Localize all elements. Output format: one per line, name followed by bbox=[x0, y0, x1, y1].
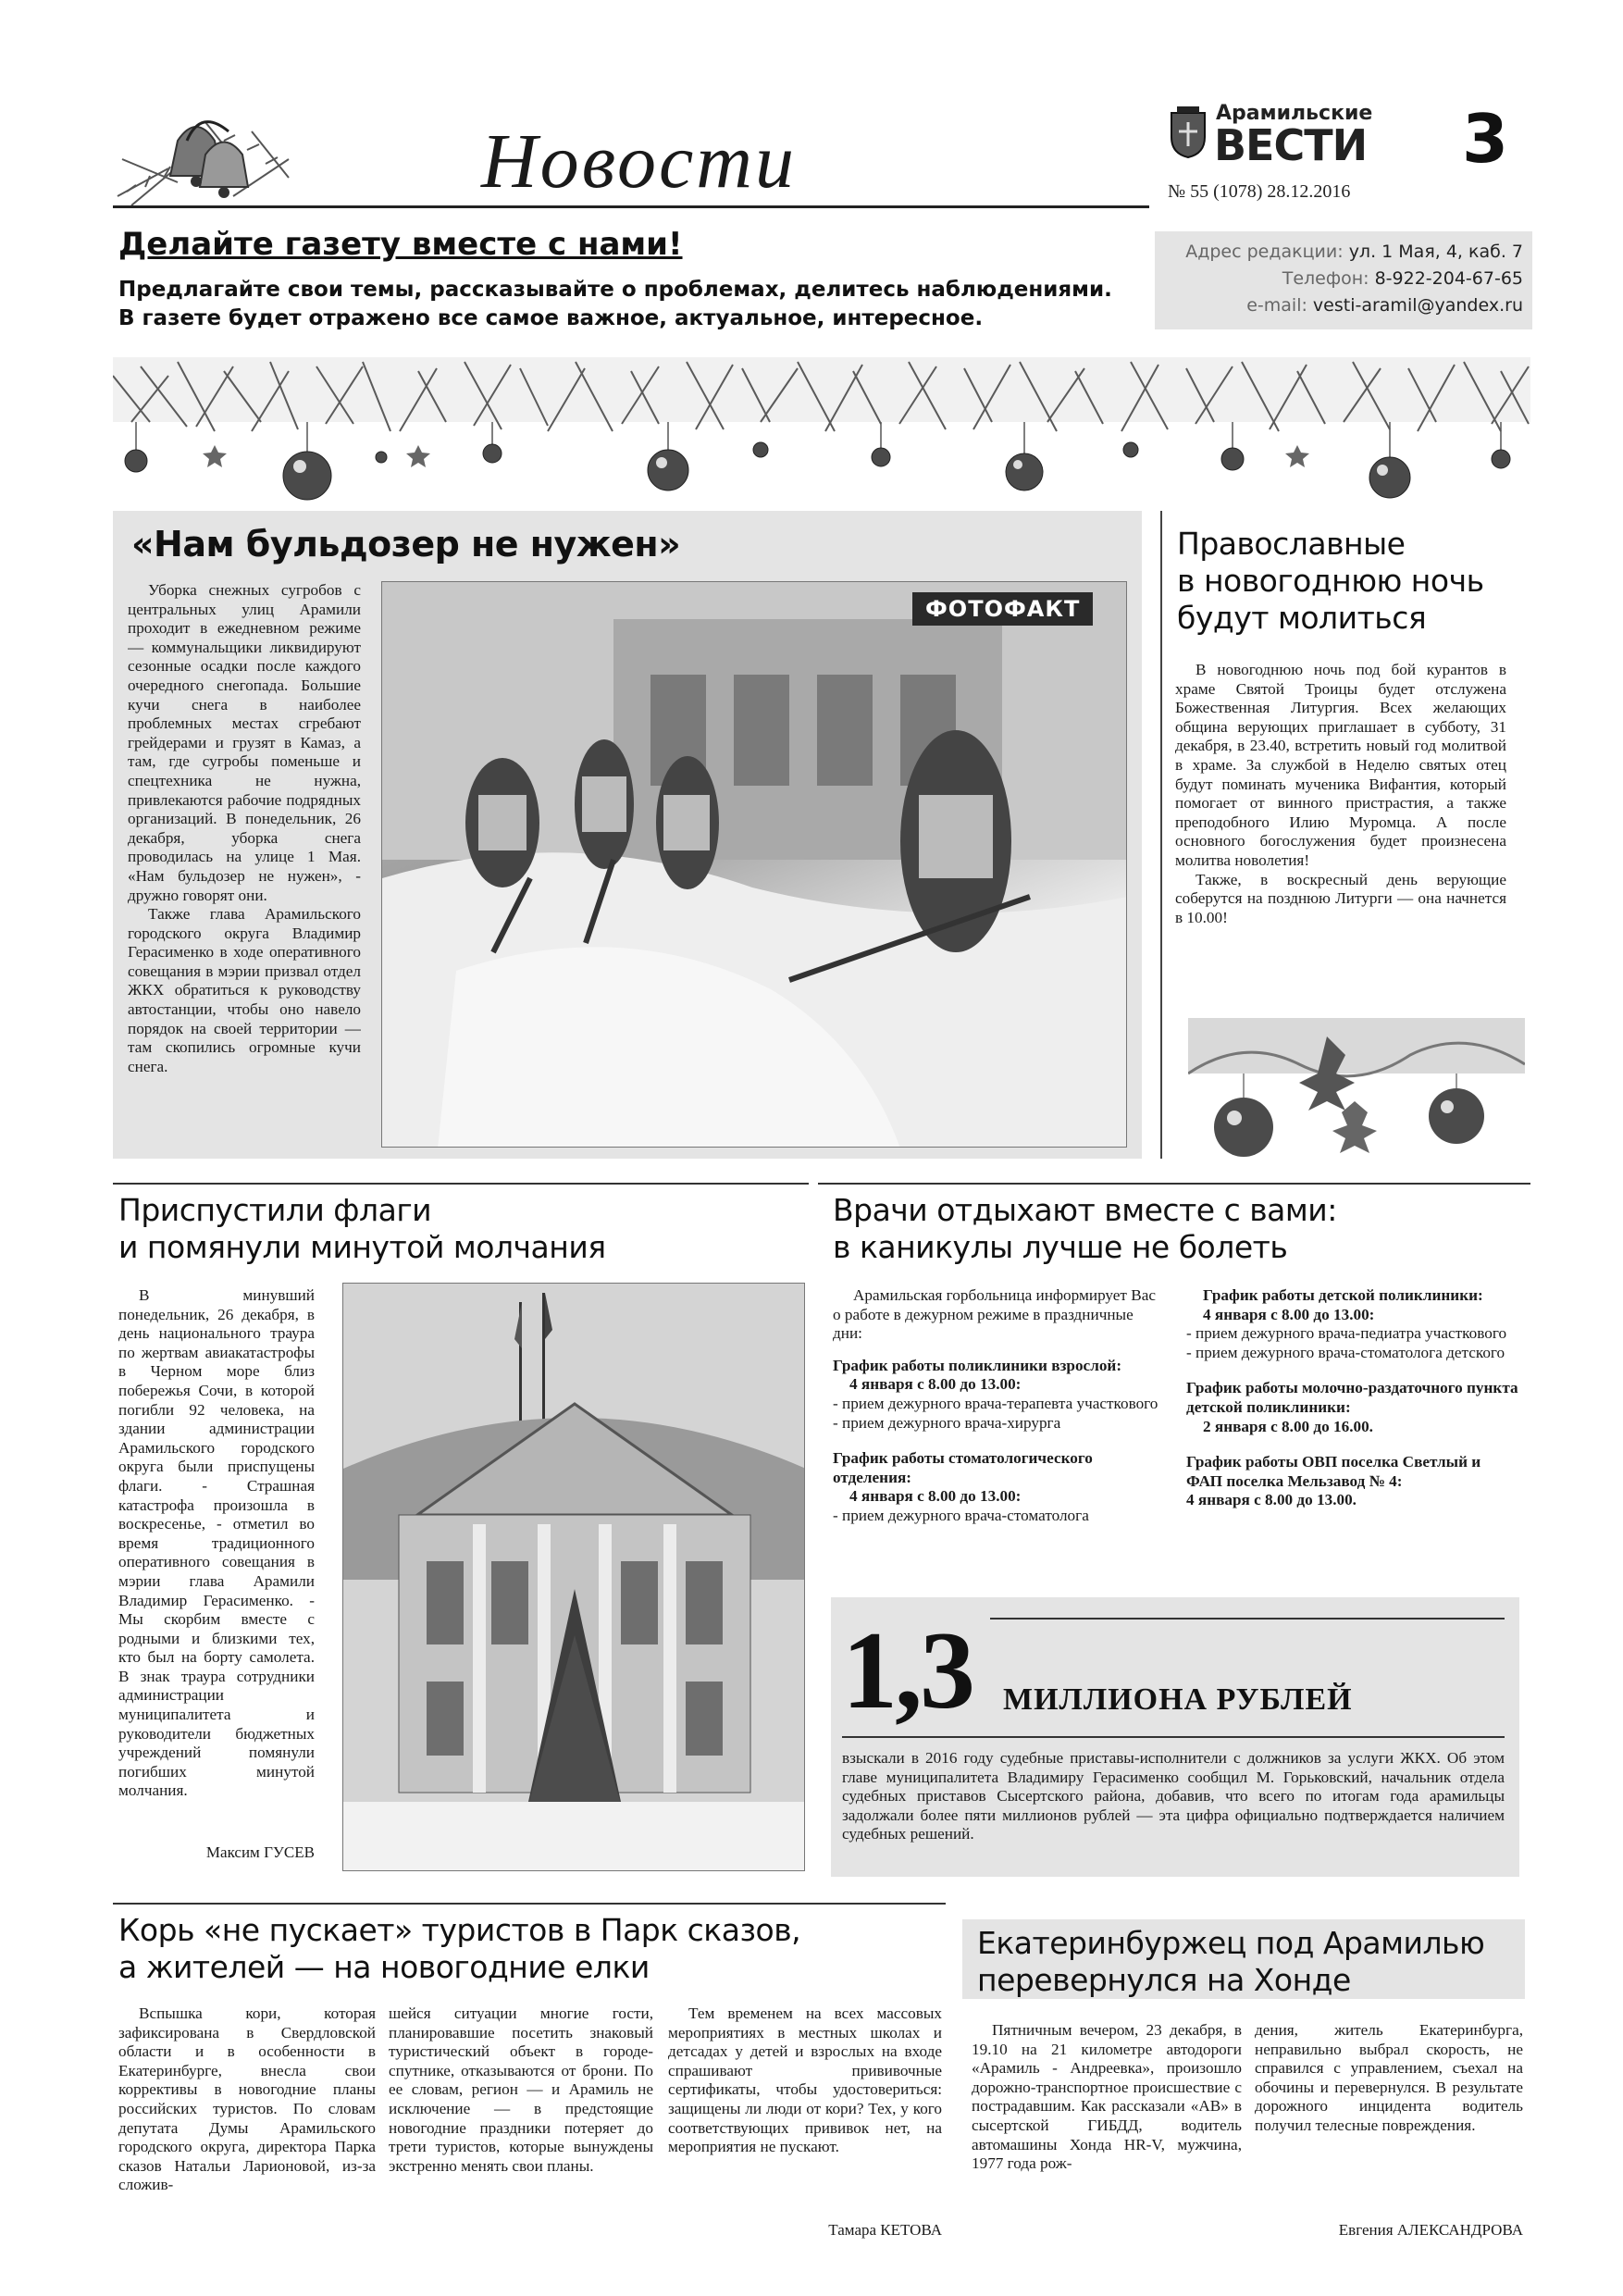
logo-main-word: ВЕСТИ bbox=[1214, 120, 1368, 170]
bulldozer-paragraph-1: Уборка снежных сугробов с центральных улиц Арамили проходит в ежедневном режиме — коммунальщики ликвидируют сезонные осадки после каждого очередного снегопада. Большие кучи снега в наиболее проблемных местах сгребают грейдерами и грузят в Камаз, а там, где сугробы поменьше и спецтехника не нужна, привлекаются рабочие подрядных организаций. В понедельник, 26 декабря, уборка снега проводилась на улице 1 Мая. «Нам бульдозер не нужен», - дружно говорят они. bbox=[128, 581, 361, 904]
snow-cleanup-photo bbox=[381, 581, 1127, 1148]
phone-value: 8-922-204-67-65 bbox=[1374, 268, 1523, 289]
column-divider-right bbox=[1160, 511, 1162, 1159]
flags-author: Максим ГУСЕВ bbox=[205, 1843, 315, 1861]
doctors-column-1 bbox=[833, 1286, 1166, 1526]
orthodox-text bbox=[1175, 661, 1506, 927]
schedule-dental-title: График работы стоматологического отделения: bbox=[833, 1449, 1093, 1486]
section-title: Новости bbox=[481, 118, 797, 205]
page-number: 3 bbox=[1462, 100, 1509, 178]
fact-unit: МИЛЛИОНА РУБЛЕЙ bbox=[1003, 1682, 1353, 1717]
measles-title-line-1: Корь «не пускает» туристов в Парк сказов, bbox=[118, 1912, 801, 1948]
doctors-column-2 bbox=[1186, 1286, 1519, 1510]
schedule-dental-time: 4 января с 8.00 до 13.00: bbox=[849, 1487, 1022, 1506]
doctors-intro: Арамильская горбольница информирует Вас о работе в дежурном режиме в праздничные дни: bbox=[833, 1286, 1156, 1343]
schedule-adult-title: График работы поликлиники взрослой: bbox=[833, 1356, 1122, 1374]
schedule-ovp-time: 4 января с 8.00 до 13.00. bbox=[1186, 1491, 1357, 1509]
photo-fact-badge: ФОТОФАКТ bbox=[912, 592, 1093, 626]
christmas-garland-banner bbox=[113, 357, 1530, 505]
doctors-title-line-2: в каникулы лучше не болеть bbox=[833, 1229, 1288, 1265]
header-rule bbox=[113, 205, 1149, 208]
orthodox-title-line-1: Православные bbox=[1177, 526, 1406, 562]
contacts-box bbox=[1155, 231, 1532, 329]
accident-col2-text: дения, житель Екатеринбурга, неправильно выбрал скорость, не справился с управлением, съехал на обочины и перевернулся. В результате дорожного инцидента водитель получил телесные повреждения. bbox=[1255, 2021, 1523, 2134]
flags-article-rule bbox=[113, 1183, 809, 1185]
doctors-article-rule bbox=[818, 1183, 1530, 1185]
fact-box-rule-top bbox=[990, 1618, 1505, 1620]
measles-author: Тамара КЕТОВА bbox=[828, 2221, 942, 2239]
measles-column-2 bbox=[389, 2004, 653, 2176]
address-label: Адрес редакции: bbox=[1185, 242, 1344, 262]
coat-of-arms-icon bbox=[1168, 104, 1208, 159]
measles-col2-text: шейся ситуации многие гости, планировавшие посетить знаковый туристический объект в городе-спутнике, отказываются от брони. По ее словам, регион — и Арамиль не исключение — в предстоящие новогодние праздники потеряет до трети туристов, которые вынуждены экстренно менять свои планы. bbox=[389, 2004, 653, 2175]
ornament-baubles-image bbox=[1188, 1018, 1525, 1166]
logo-top-line: Арамильские bbox=[1216, 102, 1373, 125]
measles-title-line-2: а жителей — на новогодние елки bbox=[118, 1949, 650, 1985]
promo-line-1: Предлагайте свои темы, рассказывайте о проблемах, делитесь наблюдениями. bbox=[118, 278, 1112, 302]
schedule-children-title: График работы детской поликлиники: bbox=[1203, 1286, 1483, 1304]
flags-title-line-1: Приспустили флаги bbox=[118, 1192, 432, 1228]
orthodox-title-line-3: будут молиться bbox=[1177, 600, 1427, 636]
bulldozer-text bbox=[128, 581, 361, 1155]
measles-col3-text: Тем временем на всех массовых мероприятиях в местных школах и детсадах у детей и взрослых на входе спрашивают прививочные сертификаты, чтобы удостовериться: защищены ли люди от кори? Тех, у кого соответствующих прививок нет, на мероприятия не пускают. bbox=[668, 2004, 942, 2156]
promo-title: Делайте газету вместе с нами! bbox=[118, 226, 683, 263]
email-label: e-mail: bbox=[1246, 295, 1307, 316]
orthodox-paragraph-1: В новогоднюю ночь под бой курантов в храме Святой Троицы будет отслужена Божественная Литургия. Всех желающих община верующих приглашает в субботу, 31 декабря, в 23.40, встретить новый год молитвой в храме. За службой в Неделю святых отец будут поминать мученика Вифантия, который помогает от винного пристрастия, а также преподобного Илию Муромца. А после основного богослужения будет произнесена молитва новолетия! bbox=[1175, 661, 1506, 869]
orthodox-title-line-2: в новогоднюю ночь bbox=[1177, 563, 1484, 599]
measles-column-3 bbox=[668, 2004, 942, 2157]
administration-building-photo bbox=[342, 1283, 805, 1871]
fact-text: взыскали в 2016 году судебные приставы-исполнители с должников за услуги ЖКХ. Об этом главе муниципалитета Владимиру Герасименко сообщил М. Горьковский, начальник отдела судебных приставов Сысертского района, добавив, что всего по итогам года арамильцы задолжали более пяти миллионов рублей — эта цифра официально подтверждается наличием судебных решений. bbox=[842, 1749, 1505, 1843]
accident-title-line-2: перевернулся на Хонде bbox=[977, 1962, 1351, 1998]
email-value: vesti-aramil@yandex.ru bbox=[1312, 295, 1523, 316]
fact-number: 1,3 bbox=[842, 1608, 973, 1731]
phone-label: Телефон: bbox=[1282, 268, 1369, 289]
accident-author: Евгения АЛЕКСАНДРОВА bbox=[1338, 2221, 1523, 2239]
issue-info: № 55 (1078) 28.12.2016 bbox=[1168, 181, 1351, 202]
schedule-adult-item-1: - прием дежурного врача-терапевта участкового bbox=[833, 1394, 1158, 1412]
header-ornament-bells bbox=[113, 104, 298, 213]
measles-col1-text: Вспышка кори, которая зафиксирована в Свердловской области и в особенности в Екатеринбурге, внесла свои коррективы в новогодние планы российских туристов. По словам депутата Думы Арамильского городского округа, директора Парка сказов Натальи Ларионовой, из-за сложив- bbox=[118, 2004, 376, 2194]
schedule-children-time: 4 января с 8.00 до 13.00: bbox=[1203, 1305, 1375, 1323]
address-value: ул. 1 Мая, 4, каб. 7 bbox=[1348, 242, 1523, 262]
accident-column-2 bbox=[1255, 2021, 1523, 2136]
schedule-milk-title: График работы молочно-раздаточного пункта детской поликлиники: bbox=[1186, 1379, 1518, 1416]
doctors-title-line-1: Врачи отдыхают вместе с вами: bbox=[833, 1192, 1337, 1228]
newspaper-logo bbox=[1168, 104, 1418, 178]
measles-article-rule bbox=[113, 1903, 946, 1905]
schedule-ovp-title: График работы ОВП поселка Светлый и ФАП поселка Мельзавод № 4: bbox=[1186, 1453, 1481, 1490]
schedule-children-item-2: - прием дежурного врача-стоматолога детского bbox=[1186, 1343, 1505, 1361]
schedule-dental-item-1: - прием дежурного врача-стоматолога bbox=[833, 1506, 1089, 1524]
schedule-adult-item-2: - прием дежурного врача-хирурга bbox=[833, 1413, 1061, 1432]
schedule-adult-time: 4 января с 8.00 до 13.00: bbox=[849, 1375, 1022, 1394]
flags-text bbox=[118, 1286, 315, 1832]
schedule-children-item-1: - прием дежурного врача-педиатра участкового bbox=[1186, 1324, 1507, 1343]
promo-line-2: В газете будет отражено все самое важное, актуальное, интересное. bbox=[118, 306, 984, 330]
accident-title-line-1: Екатеринбуржец под Арамилью bbox=[977, 1925, 1485, 1961]
schedule-milk-time: 2 января с 8.00 до 16.00. bbox=[1203, 1417, 1373, 1435]
accident-column-1 bbox=[972, 2021, 1242, 2174]
accident-col1-text: Пятничным вечером, 23 декабря, в 19.10 на 21 километре автодороги «Арамиль - Андреевка», произошло дорожно-транспортное происшествие с пострадавшим. Как рассказали «АВ» в сысертской ГИБДД, водитель автомашины Хонда HR-V, мужчина, 1977 года рож- bbox=[972, 2021, 1242, 2173]
bulldozer-title: «Нам бульдозер не нужен» bbox=[131, 524, 681, 565]
measles-column-1 bbox=[118, 2004, 376, 2195]
flags-title-line-2: и помянули минутой молчания bbox=[118, 1229, 606, 1265]
flags-paragraph-1: В минувший понедельник, 26 декабря, в день национального траура по жертвам авиакатастрофы в Черном море близ побережья Сочи, в которой погибли 92 человека, на здании администрации Арамильского городского округа были приспущены флаги. - Страшная катастрофа произошла в воскресенье, - отметил во время традиционного оперативного совещания в мэрии глава Арамили Владимир Герасименко. - Мы скорбим вместе с родными и близкими тех, кто был на борту самолета. В знак траура сотрудники администрации муниципалитета и руководители бюджетных учреждений помянули погибших минутой молчания. bbox=[118, 1286, 315, 1800]
fact-box-rule-mid bbox=[842, 1736, 1505, 1738]
bulldozer-paragraph-2: Также глава Арамильского городского округа Владимир Герасименко в ходе оперативного совещания в мэрии призвал отдел ЖКХ обратиться к руководству автостанции, чтобы оно навело порядок на своей территории — там скопились огромные кучи снега. bbox=[128, 905, 361, 1075]
orthodox-paragraph-2: Также, в воскресный день верующие соберутся на позднюю Литурги — она начнется в 10.00! bbox=[1175, 870, 1506, 926]
